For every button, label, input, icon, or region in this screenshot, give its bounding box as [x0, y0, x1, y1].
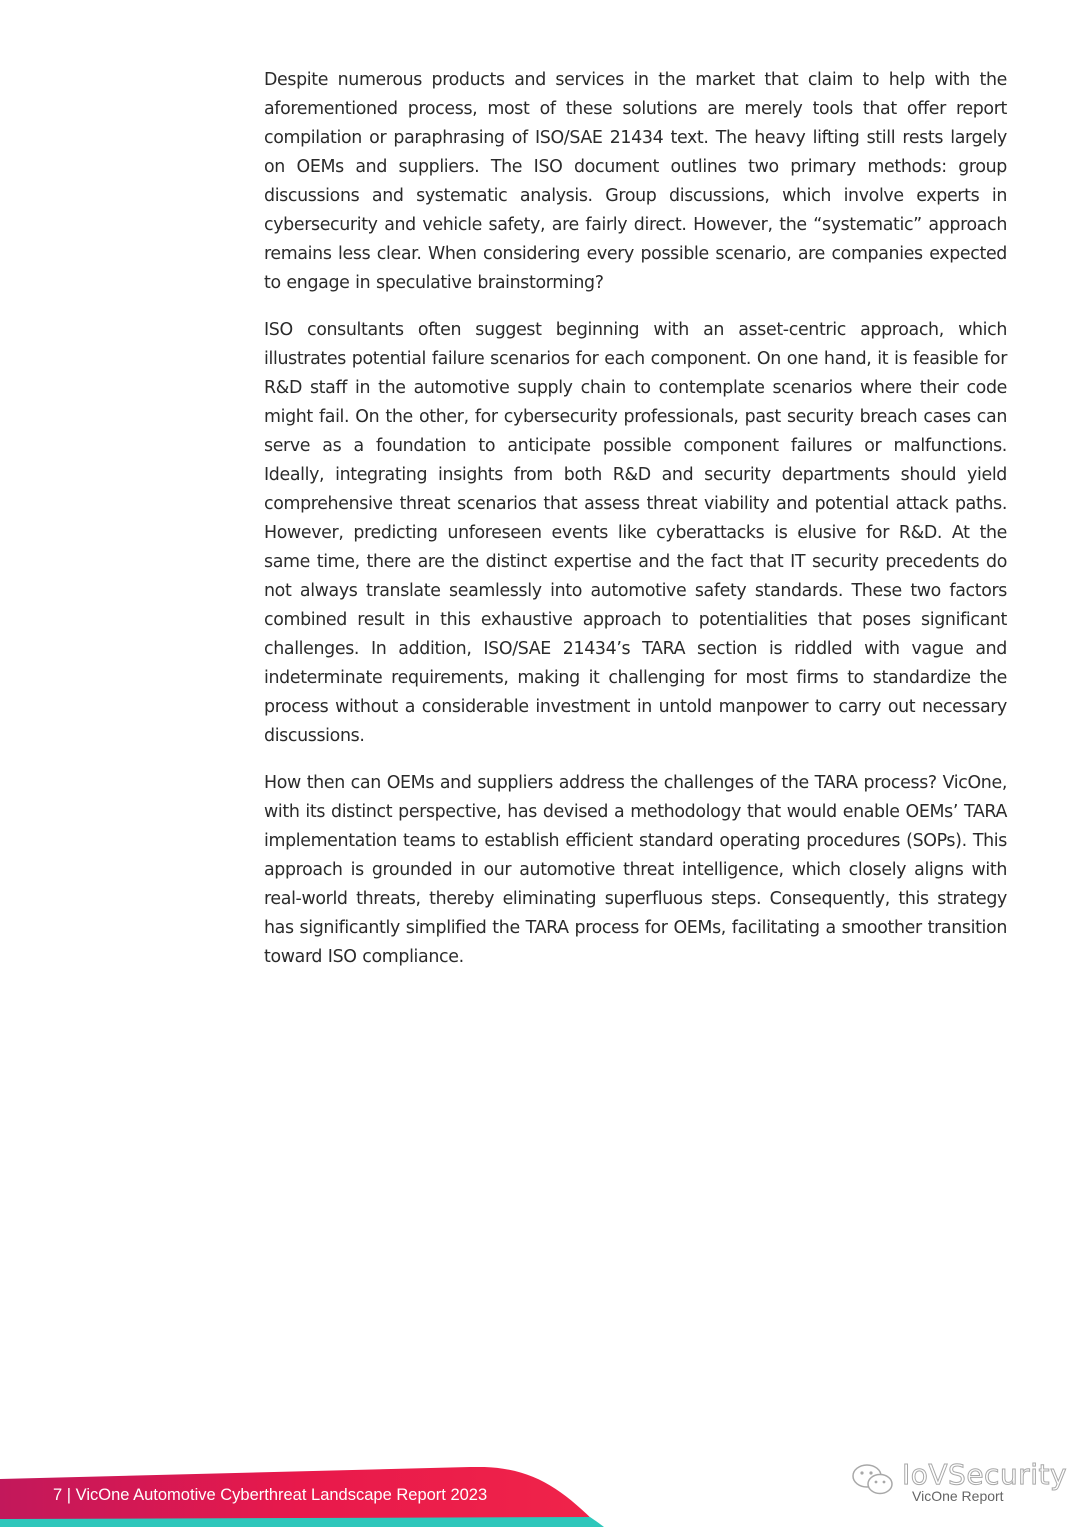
watermark-subtitle: VicOne Report — [912, 1488, 1004, 1504]
footer-page-label: 7 | VicOne Automotive Cyberthreat Landscape Report 2023 — [53, 1486, 488, 1504]
paragraph-1: Despite numerous products and services in the market that claim to help with the aforementioned process, most of these solutions are merely tools that offer report compilation or paraphrasing of ISO/SAE 21434 text. The heavy lifting still rests largely on OEMs and suppliers. The ISO document outlines two primary methods: group discussions and systematic analysis. Group discussions, which involve experts in cybersecurity and vehicle safety, are fairly direct. However, the “systematic” approach remains less clear. When considering every possible scenario, are companies expected to engage in speculative brainstorming? — [264, 70, 1007, 293]
wechat-icon — [850, 1462, 898, 1498]
paragraph-2: ISO consultants often suggest beginning with an asset-centric approach, which illustrates potential failure scenarios for each component. On one hand, it is feasible for R&D staff in the automotive supply chain to contemplate scenarios where their code might fail. On the other, for cybersecurity professionals, past security breach cases can serve as a foundation to anticipate possible component failures or malfunctions. Ideally, integrating insights from both R&D and security departments should yield comprehensive threat scenarios that assess threat viability and potential attack paths. However, predicting unforeseen events like cyberattacks is elusive for R&D. At the same time, there are the distinct expertise and the fact that IT security precedents do not always translate seamlessly into automotive safety standards. These two factors combined result in this exhaustive approach to potentialities that poses significant challenges. In addition, ISO/SAE 21434’s TARA section is riddled with vague and indeterminate requirements, making it challenging for most firms to standardize the process without a considerable investment in untold manpower to carry out necessary discussions. — [264, 320, 1007, 746]
article-body — [264, 66, 1007, 990]
watermark-title: IoVSecurity — [902, 1458, 1068, 1491]
paragraph-3: How then can OEMs and suppliers address the challenges of the TARA process? VicOne, with its distinct perspective, has devised a methodology that would enable OEMs’ TARA implementation teams to establish efficient standard operating procedures (SOPs). This approach is grounded in our automotive threat intelligence, which closely aligns with real-world threats, thereby eliminating superfluous steps. Consequently, this strategy has significantly simplified the TARA process for OEMs, facilitating a smoother transition toward ISO compliance. — [264, 773, 1007, 967]
watermark — [850, 1458, 1068, 1508]
